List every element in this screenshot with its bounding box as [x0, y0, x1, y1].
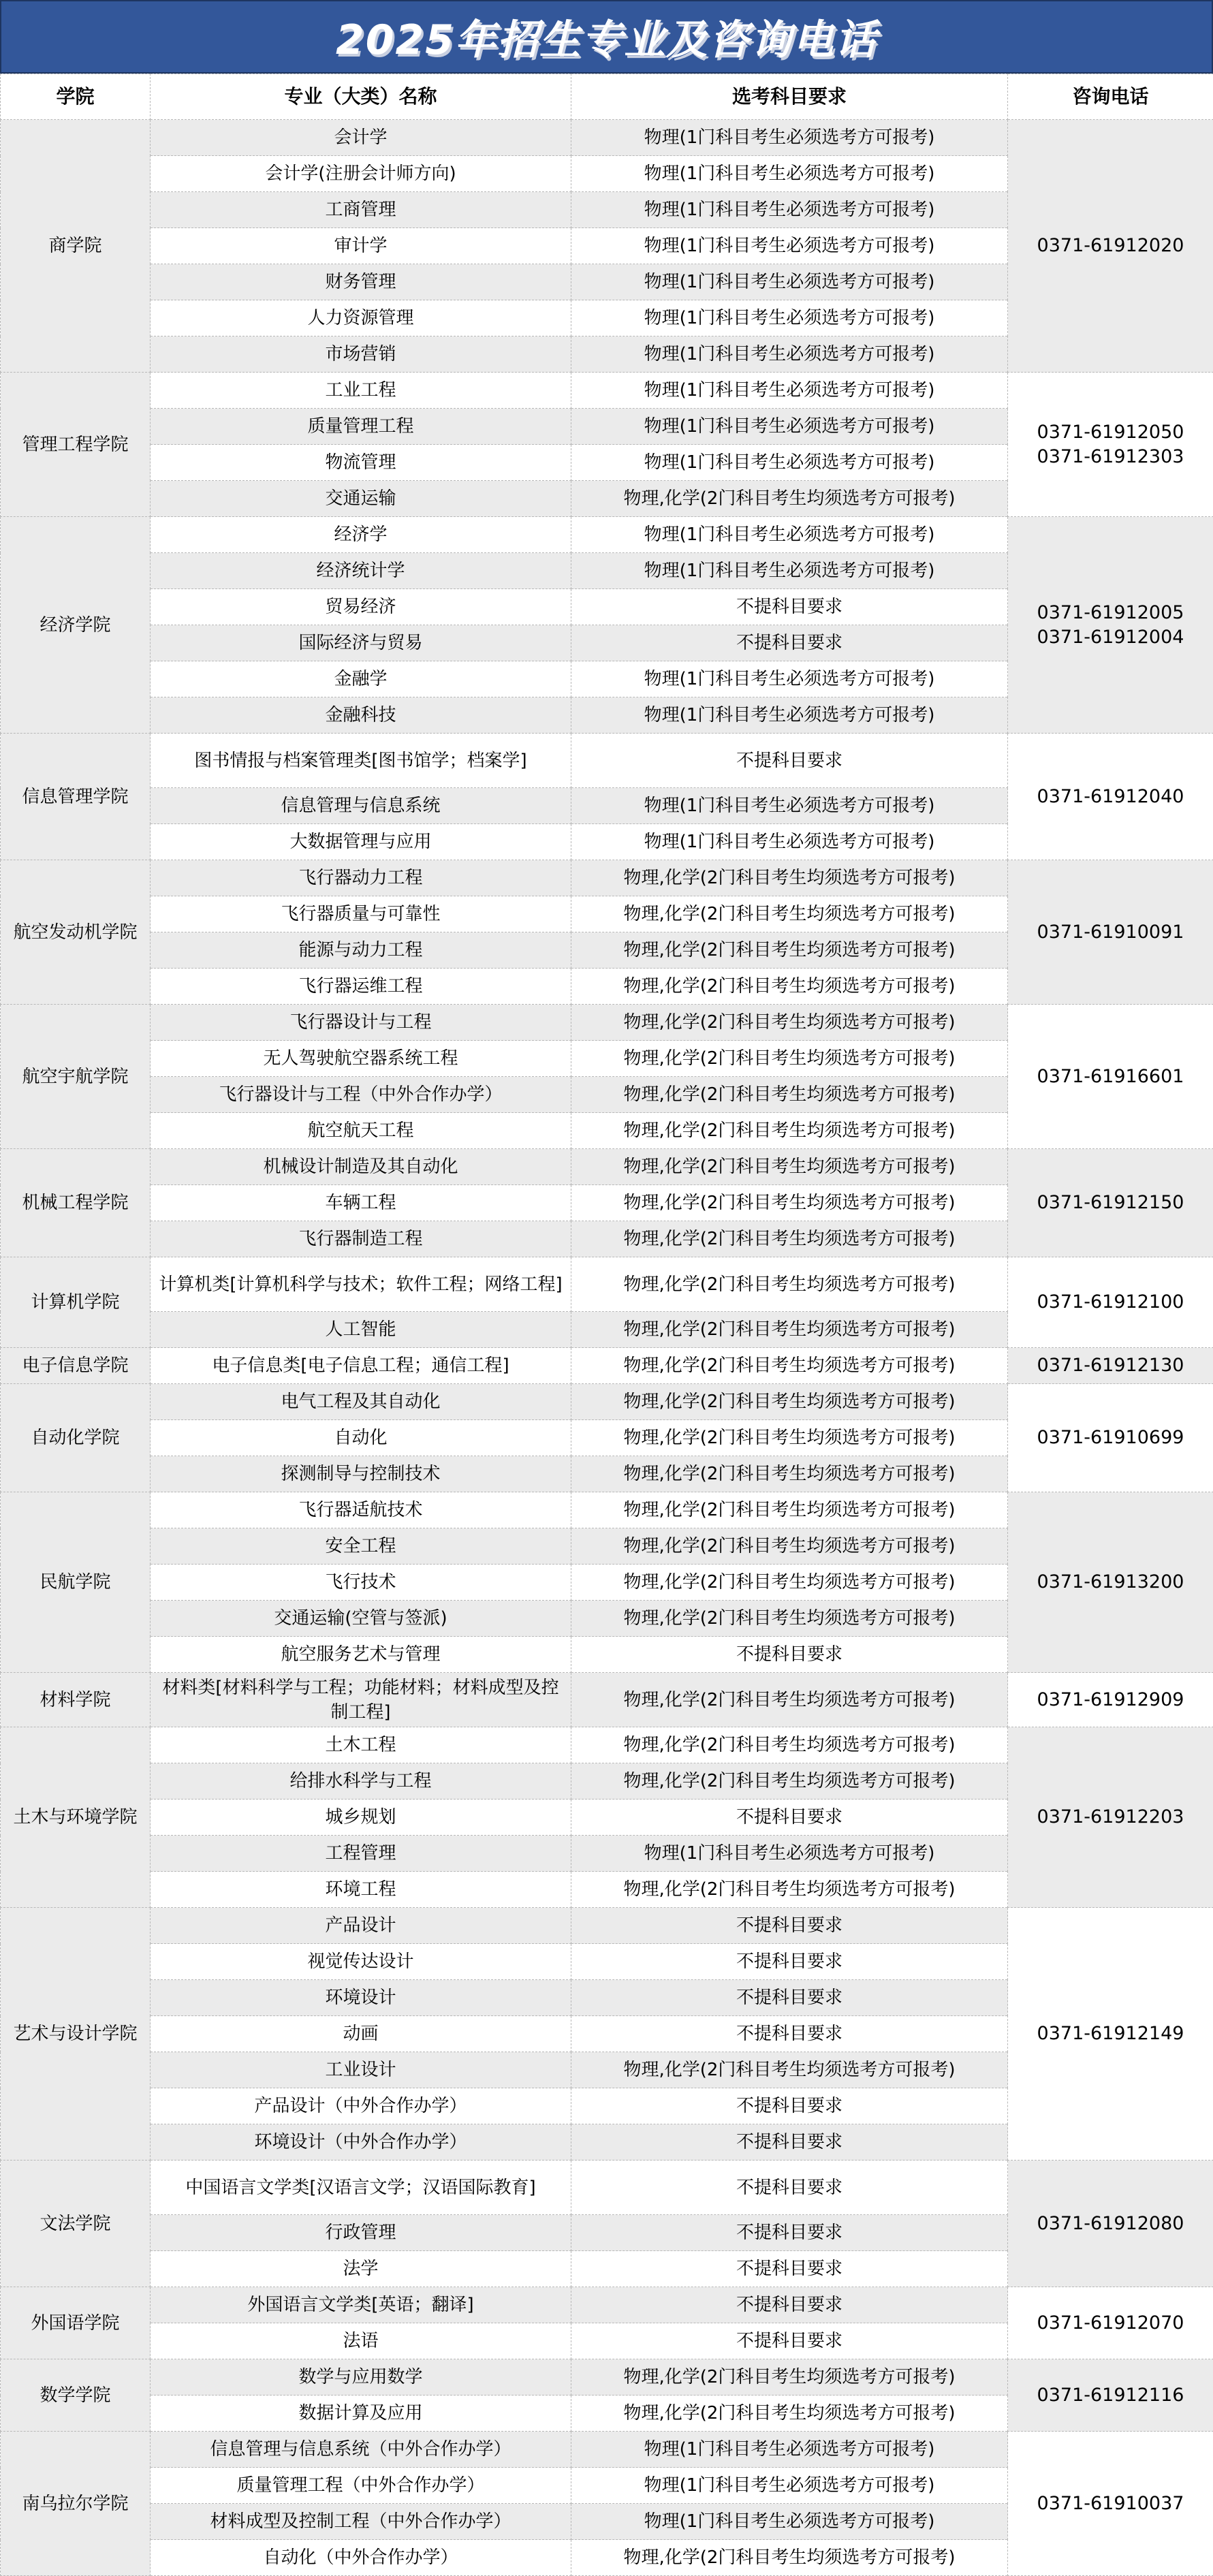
phone-number: 0371-61912040 [1013, 785, 1208, 809]
table-row [1, 1492, 1213, 1528]
table-row [1, 860, 1213, 896]
phone-cell [1008, 1908, 1213, 2161]
requirement-cell: 物理,化学(2门科目考生均须选考方可报考) [571, 1565, 1008, 1601]
table-row [1, 2359, 1213, 2396]
phone-number: 0371-61912080 [1013, 2212, 1208, 2236]
requirement-cell: 物理,化学(2门科目考生均须选考方可报考) [571, 1456, 1008, 1492]
major-name-cell: 数据计算及应用 [151, 2396, 571, 2432]
requirement-cell: 物理(1门科目考生必须选考方可报考) [571, 373, 1008, 409]
major-name-cell: 图书情报与档案管理类[图书馆学；档案学] [151, 734, 571, 788]
major-name-cell: 工业工程 [151, 373, 571, 409]
college-cell: 电子信息学院 [1, 1348, 151, 1384]
college-cell: 数学学院 [1, 2359, 151, 2432]
college-cell: 经济学院 [1, 517, 151, 734]
requirement-cell: 不提科目要求 [571, 1944, 1008, 1980]
requirement-cell: 物理(1门科目考生必须选考方可报考) [571, 409, 1008, 445]
major-name-cell: 贸易经济 [151, 589, 571, 625]
college-cell: 外国语学院 [1, 2287, 151, 2359]
major-name-cell: 探测制导与控制技术 [151, 1456, 571, 1492]
major-name-cell: 国际经济与贸易 [151, 625, 571, 661]
requirement-cell: 物理,化学(2门科目考生均须选考方可报考) [571, 1185, 1008, 1221]
requirement-cell: 物理(1门科目考生必须选考方可报考) [571, 2468, 1008, 2504]
requirement-cell: 物理(1门科目考生必须选考方可报考) [571, 2432, 1008, 2468]
phone-number: 0371-61912130 [1013, 1353, 1208, 1378]
major-name-cell: 安全工程 [151, 1528, 571, 1565]
major-name-cell: 信息管理与信息系统（中外合作办学） [151, 2432, 571, 2468]
requirement-cell: 物理(1门科目考生必须选考方可报考) [571, 1836, 1008, 1872]
requirement-cell: 物理(1门科目考生必须选考方可报考) [571, 228, 1008, 264]
college-cell: 材料学院 [1, 1673, 151, 1727]
table-row [1, 517, 1213, 553]
phone-number: 0371-61912100 [1013, 1290, 1208, 1315]
phone-cell [1008, 517, 1213, 734]
phone-cell [1008, 2359, 1213, 2432]
phone-cell [1008, 1257, 1213, 1348]
table-row [1, 1673, 1213, 1727]
requirement-cell: 物理(1门科目考生必须选考方可报考) [571, 120, 1008, 156]
requirement-cell: 物理,化学(2门科目考生均须选考方可报考) [571, 2052, 1008, 2088]
phone-number: 0371-61910037 [1013, 2492, 1208, 2516]
major-name-cell: 飞行器制造工程 [151, 1221, 571, 1257]
majors-table [0, 74, 1213, 2576]
requirement-cell: 不提科目要求 [571, 734, 1008, 788]
major-name-cell: 无人驾驶航空器系统工程 [151, 1041, 571, 1077]
requirement-cell: 不提科目要求 [571, 625, 1008, 661]
table-row [1, 1908, 1213, 1944]
requirement-cell: 物理,化学(2门科目考生均须选考方可报考) [571, 1312, 1008, 1348]
requirement-cell: 物理,化学(2门科目考生均须选考方可报考) [571, 481, 1008, 517]
major-name-cell: 会计学 [151, 120, 571, 156]
requirement-cell: 物理,化学(2门科目考生均须选考方可报考) [571, 969, 1008, 1005]
major-name-cell: 物流管理 [151, 445, 571, 481]
phone-number: 0371-61912004 [1013, 625, 1208, 650]
requirement-cell: 物理(1门科目考生必须选考方可报考) [571, 300, 1008, 336]
table-row [1, 1348, 1213, 1384]
requirement-cell: 物理(1门科目考生必须选考方可报考) [571, 445, 1008, 481]
phone-number: 0371-61912909 [1013, 1688, 1208, 1712]
page-title: 2025年招生专业及咨询电话 [336, 7, 877, 66]
major-name-cell: 材料成型及控制工程（中外合作办学） [151, 2504, 571, 2540]
requirement-cell: 物理,化学(2门科目考生均须选考方可报考) [571, 1673, 1008, 1727]
major-name-cell: 会计学(注册会计师方向) [151, 156, 571, 192]
requirement-cell: 物理,化学(2门科目考生均须选考方可报考) [571, 1221, 1008, 1257]
major-name-cell: 交通运输(空管与签派) [151, 1601, 571, 1637]
major-name-cell: 飞行器质量与可靠性 [151, 896, 571, 932]
major-name-cell: 视觉传达设计 [151, 1944, 571, 1980]
page-title-banner [0, 0, 1213, 74]
college-cell: 南乌拉尔学院 [1, 2432, 151, 2576]
requirement-cell: 物理,化学(2门科目考生均须选考方可报考) [571, 2396, 1008, 2432]
phone-cell [1008, 1492, 1213, 1673]
table-row [1, 2161, 1213, 2215]
major-name-cell: 给排水科学与工程 [151, 1763, 571, 1800]
requirement-cell: 不提科目要求 [571, 2016, 1008, 2052]
header-college: 学院 [1, 74, 151, 120]
requirement-cell: 不提科目要求 [571, 1980, 1008, 2016]
requirement-cell: 不提科目要求 [571, 2323, 1008, 2359]
requirement-cell: 物理,化学(2门科目考生均须选考方可报考) [571, 1492, 1008, 1528]
requirement-cell: 物理,化学(2门科目考生均须选考方可报考) [571, 1113, 1008, 1149]
requirement-cell: 不提科目要求 [571, 2287, 1008, 2323]
requirement-cell: 不提科目要求 [571, 2161, 1008, 2215]
phone-number: 0371-61910091 [1013, 920, 1208, 945]
table-header-row [1, 74, 1213, 120]
table-row [1, 2287, 1213, 2323]
requirement-cell: 物理,化学(2门科目考生均须选考方可报考) [571, 1041, 1008, 1077]
requirement-cell: 物理,化学(2门科目考生均须选考方可报考) [571, 932, 1008, 969]
major-name-cell: 信息管理与信息系统 [151, 788, 571, 824]
requirement-cell: 物理(1门科目考生必须选考方可报考) [571, 2504, 1008, 2540]
major-name-cell: 飞行技术 [151, 1565, 571, 1601]
requirement-cell: 物理(1门科目考生必须选考方可报考) [571, 156, 1008, 192]
major-name-cell: 飞行器运维工程 [151, 969, 571, 1005]
phone-cell [1008, 1384, 1213, 1492]
table-row [1, 120, 1213, 156]
major-name-cell: 法学 [151, 2251, 571, 2287]
requirement-cell: 不提科目要求 [571, 2124, 1008, 2161]
header-phone: 咨询电话 [1008, 74, 1213, 120]
requirement-cell: 物理,化学(2门科目考生均须选考方可报考) [571, 1257, 1008, 1312]
major-name-cell: 金融科技 [151, 697, 571, 734]
phone-number: 0371-61912303 [1013, 445, 1208, 469]
major-name-cell: 行政管理 [151, 2215, 571, 2251]
phone-number: 0371-61912020 [1013, 234, 1208, 258]
college-cell: 航空发动机学院 [1, 860, 151, 1005]
requirement-cell: 物理,化学(2门科目考生均须选考方可报考) [571, 1420, 1008, 1456]
phone-cell [1008, 2161, 1213, 2287]
college-cell: 商学院 [1, 120, 151, 373]
college-cell: 艺术与设计学院 [1, 1908, 151, 2161]
college-cell: 管理工程学院 [1, 373, 151, 517]
requirement-cell: 物理,化学(2门科目考生均须选考方可报考) [571, 1384, 1008, 1420]
phone-cell [1008, 734, 1213, 860]
requirement-cell: 物理(1门科目考生必须选考方可报考) [571, 824, 1008, 860]
major-name-cell: 飞行器设计与工程 [151, 1005, 571, 1041]
major-name-cell: 环境工程 [151, 1872, 571, 1908]
college-cell: 机械工程学院 [1, 1149, 151, 1257]
major-name-cell: 飞行器适航技术 [151, 1492, 571, 1528]
requirement-cell: 物理,化学(2门科目考生均须选考方可报考) [571, 1872, 1008, 1908]
college-cell: 民航学院 [1, 1492, 151, 1673]
phone-cell [1008, 1673, 1213, 1727]
major-name-cell: 航空服务艺术与管理 [151, 1637, 571, 1673]
requirement-cell: 物理,化学(2门科目考生均须选考方可报考) [571, 1149, 1008, 1185]
requirement-cell: 物理,化学(2门科目考生均须选考方可报考) [571, 1348, 1008, 1384]
phone-cell [1008, 860, 1213, 1005]
requirement-cell: 物理,化学(2门科目考生均须选考方可报考) [571, 1763, 1008, 1800]
major-name-cell: 外国语言文学类[英语；翻译] [151, 2287, 571, 2323]
requirement-cell: 物理,化学(2门科目考生均须选考方可报考) [571, 860, 1008, 896]
table-row [1, 2432, 1213, 2468]
major-name-cell: 数学与应用数学 [151, 2359, 571, 2396]
college-cell: 文法学院 [1, 2161, 151, 2287]
requirement-cell: 物理(1门科目考生必须选考方可报考) [571, 788, 1008, 824]
phone-cell [1008, 1149, 1213, 1257]
major-name-cell: 土木工程 [151, 1727, 571, 1763]
major-name-cell: 城乡规划 [151, 1800, 571, 1836]
table-body [1, 120, 1213, 2576]
phone-cell [1008, 373, 1213, 517]
requirement-cell: 物理,化学(2门科目考生均须选考方可报考) [571, 2359, 1008, 2396]
requirement-cell: 不提科目要求 [571, 1800, 1008, 1836]
major-name-cell: 能源与动力工程 [151, 932, 571, 969]
college-cell: 航空宇航学院 [1, 1005, 151, 1149]
requirement-cell: 不提科目要求 [571, 1637, 1008, 1673]
major-name-cell: 环境设计（中外合作办学） [151, 2124, 571, 2161]
phone-cell [1008, 2287, 1213, 2359]
requirement-cell: 物理,化学(2门科目考生均须选考方可报考) [571, 1528, 1008, 1565]
major-name-cell: 市场营销 [151, 336, 571, 373]
major-name-cell: 法语 [151, 2323, 571, 2359]
college-cell: 计算机学院 [1, 1257, 151, 1348]
requirement-cell: 物理(1门科目考生必须选考方可报考) [571, 264, 1008, 300]
major-name-cell: 工程管理 [151, 1836, 571, 1872]
major-name-cell: 财务管理 [151, 264, 571, 300]
table-row [1, 1727, 1213, 1763]
major-name-cell: 产品设计（中外合作办学） [151, 2088, 571, 2124]
phone-number: 0371-61912050 [1013, 420, 1208, 445]
major-name-cell: 电气工程及其自动化 [151, 1384, 571, 1420]
requirement-cell: 物理,化学(2门科目考生均须选考方可报考) [571, 1601, 1008, 1637]
major-name-cell: 材料类[材料科学与工程；功能材料；材料成型及控制工程] [151, 1673, 571, 1727]
phone-number: 0371-61912203 [1013, 1805, 1208, 1829]
header-major: 专业（大类）名称 [151, 74, 571, 120]
phone-number: 0371-61913200 [1013, 1570, 1208, 1595]
major-name-cell: 自动化（中外合作办学） [151, 2540, 571, 2576]
requirement-cell: 物理,化学(2门科目考生均须选考方可报考) [571, 896, 1008, 932]
header-requirement: 选考科目要求 [571, 74, 1008, 120]
major-name-cell: 电子信息类[电子信息工程；通信工程] [151, 1348, 571, 1384]
phone-cell [1008, 1348, 1213, 1384]
table-row [1, 373, 1213, 409]
requirement-cell: 不提科目要求 [571, 2251, 1008, 2287]
phone-number: 0371-61916601 [1013, 1065, 1208, 1089]
phone-number: 0371-61912150 [1013, 1191, 1208, 1215]
major-name-cell: 车辆工程 [151, 1185, 571, 1221]
college-cell: 自动化学院 [1, 1384, 151, 1492]
requirement-cell: 物理,化学(2门科目考生均须选考方可报考) [571, 2540, 1008, 2576]
phone-cell [1008, 1727, 1213, 1908]
major-name-cell: 中国语言文学类[汉语言文学；汉语国际教育] [151, 2161, 571, 2215]
phone-number: 0371-61912005 [1013, 601, 1208, 625]
major-name-cell: 动画 [151, 2016, 571, 2052]
major-name-cell: 航空航天工程 [151, 1113, 571, 1149]
requirement-cell: 不提科目要求 [571, 2088, 1008, 2124]
requirement-cell: 物理,化学(2门科目考生均须选考方可报考) [571, 1077, 1008, 1113]
table-row [1, 1257, 1213, 1312]
major-name-cell: 环境设计 [151, 1980, 571, 2016]
college-cell: 土木与环境学院 [1, 1727, 151, 1908]
phone-cell [1008, 120, 1213, 373]
requirement-cell: 不提科目要求 [571, 589, 1008, 625]
major-name-cell: 飞行器设计与工程（中外合作办学） [151, 1077, 571, 1113]
major-name-cell: 人力资源管理 [151, 300, 571, 336]
requirement-cell: 物理(1门科目考生必须选考方可报考) [571, 661, 1008, 697]
table-row [1, 734, 1213, 788]
major-name-cell: 工业设计 [151, 2052, 571, 2088]
major-name-cell: 质量管理工程（中外合作办学） [151, 2468, 571, 2504]
major-name-cell: 飞行器动力工程 [151, 860, 571, 896]
major-name-cell: 审计学 [151, 228, 571, 264]
major-name-cell: 质量管理工程 [151, 409, 571, 445]
requirement-cell: 物理(1门科目考生必须选考方可报考) [571, 336, 1008, 373]
requirement-cell: 不提科目要求 [571, 2215, 1008, 2251]
major-name-cell: 交通运输 [151, 481, 571, 517]
phone-number: 0371-61912070 [1013, 2311, 1208, 2336]
requirement-cell: 物理,化学(2门科目考生均须选考方可报考) [571, 1005, 1008, 1041]
phone-number: 0371-61912149 [1013, 2022, 1208, 2046]
major-name-cell: 经济学 [151, 517, 571, 553]
major-name-cell: 工商管理 [151, 192, 571, 228]
requirement-cell: 物理(1门科目考生必须选考方可报考) [571, 192, 1008, 228]
major-name-cell: 计算机类[计算机科学与技术；软件工程；网络工程] [151, 1257, 571, 1312]
requirement-cell: 物理(1门科目考生必须选考方可报考) [571, 697, 1008, 734]
major-name-cell: 机械设计制造及其自动化 [151, 1149, 571, 1185]
major-name-cell: 经济统计学 [151, 553, 571, 589]
major-name-cell: 产品设计 [151, 1908, 571, 1944]
table-row [1, 1149, 1213, 1185]
requirement-cell: 物理(1门科目考生必须选考方可报考) [571, 517, 1008, 553]
phone-number: 0371-61910699 [1013, 1426, 1208, 1450]
requirement-cell: 物理,化学(2门科目考生均须选考方可报考) [571, 1727, 1008, 1763]
requirement-cell: 物理(1门科目考生必须选考方可报考) [571, 553, 1008, 589]
major-name-cell: 金融学 [151, 661, 571, 697]
phone-number: 0371-61912116 [1013, 2383, 1208, 2408]
phone-cell [1008, 2432, 1213, 2576]
table-row [1, 1005, 1213, 1041]
college-cell: 信息管理学院 [1, 734, 151, 860]
requirement-cell: 不提科目要求 [571, 1908, 1008, 1944]
phone-cell [1008, 1005, 1213, 1149]
major-name-cell: 大数据管理与应用 [151, 824, 571, 860]
table-row [1, 1384, 1213, 1420]
major-name-cell: 人工智能 [151, 1312, 571, 1348]
major-name-cell: 自动化 [151, 1420, 571, 1456]
